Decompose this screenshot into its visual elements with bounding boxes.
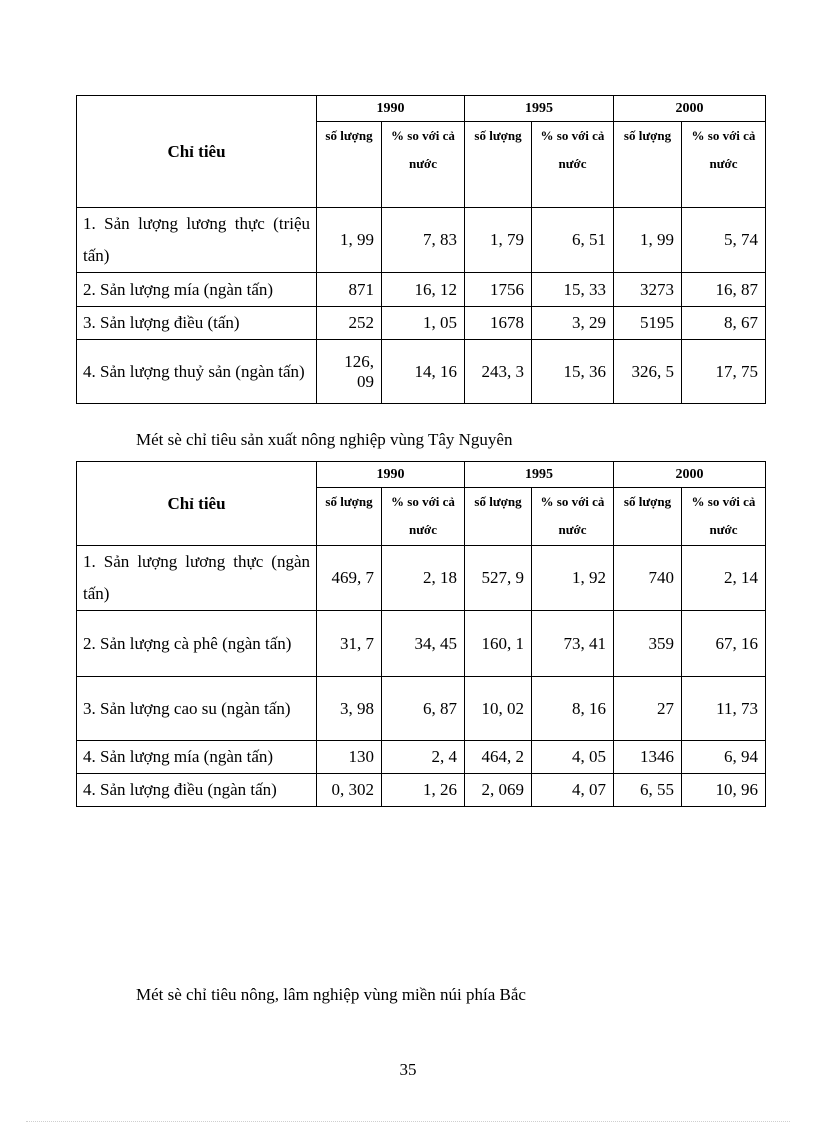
sub-header: % so với cả nước [682, 488, 766, 546]
cell-value: 5, 74 [682, 208, 766, 273]
cell-value: 73, 41 [532, 611, 614, 677]
table-row [77, 273, 766, 307]
cell-value: 1756 [465, 273, 532, 307]
table-row [77, 340, 766, 404]
table-row [77, 546, 766, 611]
cell-value: 34, 45 [382, 611, 465, 677]
cell-value: 1, 99 [614, 208, 682, 273]
row-label: 3. Sản lượng cao su (ngàn tấn) [77, 677, 317, 741]
cell-value: 6, 55 [614, 774, 682, 807]
sub-header: số lượng [317, 488, 382, 546]
row-label: 4. Sản lượng mía (ngàn tấn) [77, 741, 317, 774]
cell-value: 27 [614, 677, 682, 741]
cell-value: 243, 3 [465, 340, 532, 404]
cell-value: 16, 12 [382, 273, 465, 307]
cell-value: 740 [614, 546, 682, 611]
sub-header: số lượng [614, 122, 682, 208]
cell-value: 4, 05 [532, 741, 614, 774]
cell-value: 6, 94 [682, 741, 766, 774]
table-caption: Mét sè chỉ tiêu sản xuất nông nghiệp vùng Tây Nguyên [136, 430, 513, 449]
cell-value: 6, 87 [382, 677, 465, 741]
year-header: 2000 [614, 96, 766, 122]
cell-value: 15, 33 [532, 273, 614, 307]
cell-value: 469, 7 [317, 546, 382, 611]
table-2 [76, 461, 766, 807]
row-label: 4. Sản lượng thuỷ sản (ngàn tấn) [77, 340, 317, 404]
cell-value: 16, 87 [682, 273, 766, 307]
cell-value: 17, 75 [682, 340, 766, 404]
sub-header: số lượng [465, 488, 532, 546]
cell-value: 871 [317, 273, 382, 307]
cell-value: 464, 2 [465, 741, 532, 774]
sub-header: % so với cả nước [532, 122, 614, 208]
cell-value: 10, 96 [682, 774, 766, 807]
row-label: 4. Sản lượng điều (ngàn tấn) [77, 774, 317, 807]
cell-value: 2, 14 [682, 546, 766, 611]
cell-value: 1, 26 [382, 774, 465, 807]
page-edge-divider [26, 1121, 790, 1122]
sub-header: số lượng [465, 122, 532, 208]
cell-value: 5195 [614, 307, 682, 340]
cell-value: 14, 16 [382, 340, 465, 404]
row-label: 1. Sản lượng lương thực (ngàn tấn) [77, 546, 317, 611]
row-label: 3. Sản lượng điều (tấn) [77, 307, 317, 340]
cell-value: 1, 79 [465, 208, 532, 273]
row-label: 2. Sản lượng mía (ngàn tấn) [77, 273, 317, 307]
cell-value: 10, 02 [465, 677, 532, 741]
cell-value: 326, 5 [614, 340, 682, 404]
cell-value: 11, 73 [682, 677, 766, 741]
table-row [77, 208, 766, 273]
cell-value: 160, 1 [465, 611, 532, 677]
cell-value: 4, 07 [532, 774, 614, 807]
cell-value: 3273 [614, 273, 682, 307]
sub-header: số lượng [317, 122, 382, 208]
year-header: 1990 [317, 462, 465, 488]
row-label: 1. Sản lượng lương thực (triệu tấn) [77, 208, 317, 273]
cell-value: 130 [317, 741, 382, 774]
sub-header: % so với cả nước [682, 122, 766, 208]
table-1 [76, 95, 766, 404]
indicator-header: Chỉ tiêu [77, 96, 317, 208]
cell-value: 67, 16 [682, 611, 766, 677]
sub-header: số lượng [614, 488, 682, 546]
cell-value: 1678 [465, 307, 532, 340]
cell-value: 0, 302 [317, 774, 382, 807]
cell-value: 527, 9 [465, 546, 532, 611]
cell-value: 1346 [614, 741, 682, 774]
cell-value: 3, 98 [317, 677, 382, 741]
sub-header: % so với cả nước [382, 122, 465, 208]
table-row [77, 774, 766, 807]
table-row [77, 611, 766, 677]
cell-value: 8, 67 [682, 307, 766, 340]
page-number: 35 [399, 1060, 417, 1079]
table-row [77, 741, 766, 774]
cell-value: 31, 7 [317, 611, 382, 677]
cell-value: 252 [317, 307, 382, 340]
cell-value: 1, 92 [532, 546, 614, 611]
cell-value: 8, 16 [532, 677, 614, 741]
cell-value: 126, 09 [317, 340, 382, 404]
year-header: 1995 [465, 96, 614, 122]
cell-value: 1, 99 [317, 208, 382, 273]
table-row [77, 677, 766, 741]
year-header: 2000 [614, 462, 766, 488]
year-header: 1990 [317, 96, 465, 122]
row-label: 2. Sản lượng cà phê (ngàn tấn) [77, 611, 317, 677]
year-header: 1995 [465, 462, 614, 488]
cell-value: 2, 4 [382, 741, 465, 774]
cell-value: 2, 069 [465, 774, 532, 807]
sub-header: % so với cả nước [532, 488, 614, 546]
sub-header: % so với cả nước [382, 488, 465, 546]
cell-value: 15, 36 [532, 340, 614, 404]
cell-value: 2, 18 [382, 546, 465, 611]
cell-value: 6, 51 [532, 208, 614, 273]
cell-value: 359 [614, 611, 682, 677]
table-row [77, 307, 766, 340]
table-caption: Mét sè chỉ tiêu nông, lâm nghiệp vùng miền núi phía Bắc [136, 985, 526, 1004]
cell-value: 7, 83 [382, 208, 465, 273]
cell-value: 1, 05 [382, 307, 465, 340]
indicator-header: Chỉ tiêu [77, 462, 317, 546]
cell-value: 3, 29 [532, 307, 614, 340]
